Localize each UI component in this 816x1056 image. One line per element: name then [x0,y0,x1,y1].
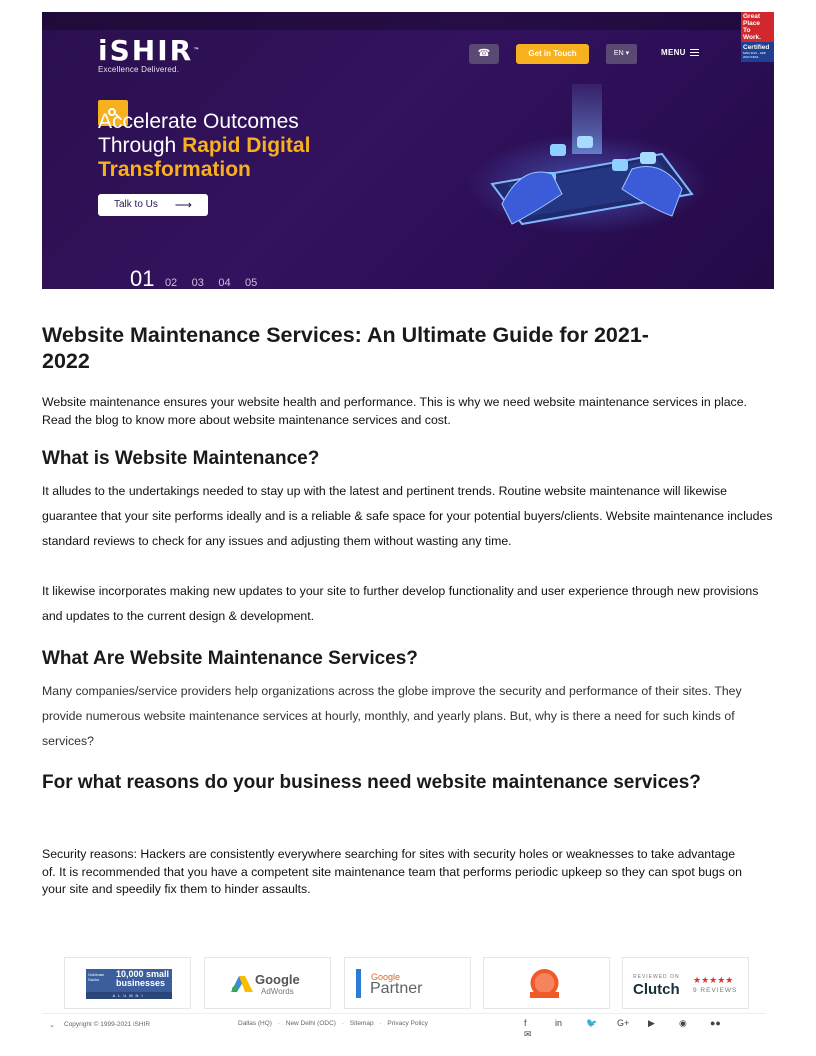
talk-to-us-label: Talk to Us [114,199,158,210]
headline-line-3: Transformation [98,158,251,181]
heading-what-is: What is Website Maintenance? [42,448,320,469]
what-paragraph-2: It likewise incorporates making new updates to your site to further develop functionality and user experience through new provisions and updates to the current design & development. [42,584,759,623]
adwords-google-text: Google [255,972,300,987]
ishir-logo[interactable] [98,36,201,74]
youtube-icon[interactable]: ▶ [648,1018,655,1028]
goldman-box [86,969,172,999]
copyright-text: Copyright © 1999-2021 iSHIR [64,1021,151,1028]
arrow-right-icon: ⟶ [174,198,192,212]
headline-line-1: Accelerate Outcomes [98,110,299,133]
services-paragraph: Many companies/service providers help organizations across the globe improve the security and performance of their sites. They provide numerous website maintenance services at hourly, monthly, and yearly plans. But, why is there a need for such kinds of services? [42,684,742,748]
partner-logos [64,957,762,1009]
menu-label: MENU [661,48,686,57]
goldman-big-text: 10,000 small businesses [116,969,170,988]
flickr-icon[interactable]: ●● [710,1018,721,1028]
email-icon[interactable]: ✉ [524,1029,532,1039]
hero-topbar [42,12,774,30]
clutch-logo[interactable] [622,957,749,1009]
language-select[interactable]: EN ▾ [606,44,637,64]
clutch-reviewed-text: REVIEWED ON [633,974,680,980]
phone-button[interactable] [469,44,499,64]
slide-pagination [130,266,267,289]
logo-mark: iSHIR™ [98,34,202,67]
goldman-alumni-text: ALUMNI [86,992,172,999]
facebook-icon[interactable]: f [524,1018,527,1028]
appfutura-logo[interactable] [483,957,610,1009]
social-links [524,1018,766,1040]
article-title: Website Maintenance Services: An Ultimate Guide for 2021-2022 [42,323,649,373]
heading-services: What Are Website Maintenance Services? [42,648,418,669]
linkedin-icon[interactable]: in [555,1018,563,1028]
star-rating-icon: ★★★★★ [693,975,734,985]
goldman-small-text: Goldman Sachs [88,972,105,982]
slide-05[interactable]: 05 [245,277,258,289]
badge-certified: Certified MAR 2021 - FEB 2022 INDIA [741,42,774,62]
partner-bar [356,969,361,998]
clutch-reviews-text: 9 REVIEWS [693,987,738,994]
get-in-touch-button[interactable]: Get in Touch [516,44,589,64]
chevron-down-icon[interactable]: ⌄ [49,1022,55,1029]
phone-icon: ☎ [477,48,491,59]
google-plus-icon[interactable]: G+ [617,1018,630,1028]
footer-link-dallas[interactable]: Dallas (HQ) [238,1020,272,1027]
footer-link-privacy[interactable]: Privacy Policy [387,1020,428,1027]
talk-to-us-button[interactable] [98,194,208,216]
security-paragraph: Security reasons: Hackers are consistently everywhere searching for sites with security holes or weaknesses to take advantage of. It is recommended that you have a competent site maintenance team that performs periodic upkeep so they can spot bugs on your site and speedily fix them to hinder assaults. [42,847,742,896]
google-adwords-logo[interactable] [204,957,331,1009]
hero-illustration [452,84,732,244]
google-partner-logo[interactable] [344,957,471,1009]
adwords-icon [231,974,253,992]
twitter-icon[interactable]: 🐦 [586,1018,598,1028]
adwords-sub-text: AdWords [261,987,294,996]
logo-tagline: Excellence Delivered. [98,65,180,74]
partner-sub-text: Partner [370,980,423,997]
footer-link-new-delhi[interactable]: New Delhi (ODC) [285,1020,336,1027]
hero-banner [42,12,774,289]
slide-current[interactable]: 01 [130,266,155,289]
footer-separator: · [379,1020,382,1027]
footer-links [238,1020,432,1027]
headline-line-2: Through Rapid Digital [98,134,311,157]
rss-icon[interactable]: ◉ [679,1018,687,1028]
appfutura-badge-icon [522,968,567,1000]
slide-02[interactable]: 02 [164,277,178,289]
what-paragraph-1: It alludes to the undertakings needed to stay up with the latest and pertinent trends. Routine website maintenance will likewise guarantee that your site performs ideally and is a reliable & safe space for your potential buyers/clients. Website maintenance includes standard reviews to check for any issues and adjusting them without wasting any time. [42,484,773,548]
page-footer [42,1013,766,1039]
menu-button[interactable] [661,48,699,57]
hamburger-icon [690,49,699,56]
partner-google-text: Google [371,972,401,982]
heading-reasons: For what reasons do your business need website maintenance services? [42,772,701,793]
hero-headline [98,110,310,182]
footer-separator: · [277,1020,280,1027]
slide-04[interactable]: 04 [218,277,231,289]
goldman-sachs-logo[interactable] [64,957,191,1009]
badge-title: Great Place To Work. [741,12,774,42]
great-place-to-work-badge [741,12,774,62]
slide-03[interactable]: 03 [191,277,204,289]
footer-link-sitemap[interactable]: Sitemap [349,1020,374,1027]
footer-separator: · [341,1020,344,1027]
clutch-name-text: Clutch [633,981,680,998]
article-intro: Website maintenance ensures your website health and performance. This is why we need website maintenance services in place. Read the blog to know more about website maintenance services and cost. [42,395,747,427]
